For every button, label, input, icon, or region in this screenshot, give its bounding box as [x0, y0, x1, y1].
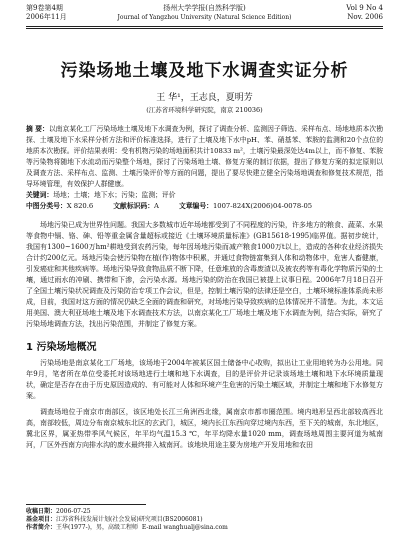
footnote-received	[26, 508, 383, 516]
paper-affiliation: (江苏省环境科学研究院，南京 210036)	[146, 106, 263, 114]
keywords	[26, 190, 383, 201]
intro-paragraph: 场地污染已成为世界性问题。我国大多数城市近年场地都受到了不同程度的污染，许多地方的粮食、蔬菜、水果等食物中镉、铬、砷、铅等重金属含量超标或接近《土壤环境质量标准》(GB15618-1995)临界值。据初步统计，我国有1300~1600万hm²耕地受到农药污染，每年因场地污染而减产粮食1000万t以上，造成的各种农业经济损失合计约200亿元。场地污染会使污染物在植(作)物体中积累，并通过食物链富集到人体和动物体中，危害人畜健康，引发癌症和其他疾病等。场地污染导致食物品质不断下降，任意堆放的含毒废渣以及被农药等有毒化学物质污染的土壤，通过雨水的冲刷、携带和下渗，会污染水源。场地污染的防治在我国已被提上议事日程。2006年7月18日召开了全国土壤污染状况调查及污染防治专项工作会议，但是，控制土壤污染的法律还是空白，土壤环境标准体系尚未形成，目前，我国对这方面的情况仍缺乏全面的调查和研究，对场地污染导致疾病的总体情况并不清楚。为此，本文运用美国、澳大利亚场地土壤及地下水调查技术方法，以南京某化工厂场地土壤及地下水调查为例，结合实际，研究了污染场地调查方法，找出污染范围，并制定了修复方案。	[26, 221, 383, 328]
footnote	[26, 504, 383, 532]
received-date: 2006-07-25	[56, 508, 91, 515]
clc-value: X 820.6	[66, 202, 94, 210]
author-email: E-mail wanghualj@sina.com	[141, 524, 228, 531]
volume-issue: 第9卷第4期	[26, 4, 63, 12]
running-header	[26, 0, 383, 30]
doc-value: A	[154, 202, 159, 210]
clc	[26, 201, 93, 212]
abstract	[26, 124, 383, 190]
header-rule-thin	[26, 28, 383, 29]
issue-info-en	[346, 4, 383, 22]
issue-date-en: Nov. 2006	[347, 13, 383, 21]
id-value: 1007-824X(2006)04-0078-05	[212, 202, 313, 210]
journal-name-en: Journal of Yangzhou University (Natural Science Edition)	[117, 14, 292, 21]
section-paragraph: 调查场地位于南京市南部区，该区地处长江三角洲西北缘，属南京市都市圈范围。境内地形呈西北部较高西北高，南部较低，周边分布南京城东北区的玄武门，城区，境内长江东西向穿过境内东西，至下关的城南，东北地区，冀北区界，属亚热带季风气候区，年平均气温15.3 ℃，年平均降水量1020 mm，调查场地周围主要河道为城南河，厂区外西南方向排水沟的废水最终排入城南河。该地块用途主要为房地产开发用地和农田	[26, 408, 383, 449]
keywords-label: 关键词：	[26, 191, 54, 199]
journal-name-cn: 扬州大学学报(自然科学版)	[163, 4, 246, 12]
abstract-text: 以南京某化工厂污染场地土壤及地下水调查为例，探讨了调查分析、监测因子筛选、采样布点、场地地质本次勘探、土壤及地下水采样分析方法和评价标准选择，进行了土壤及地下水中pH、苯、硝基苯、苯胺的监测和20个点位的地质本次勘探。评价结果表明：受有机物污染的场地面积共计10833 m²，土壤污染最深处达4m以上，而不修复、苯胺等污染物将随地下水流动而污染整个场地，探讨了污染场地土壤、修复方案的制订依据，提出了修复方案的拟定原则以及调查方法、采样布点、监测、土壤污染评价等方面的问题，提出了要尽快建立健全污染场地调查和修复技术规范，指导环境管理，有效保护人群健康。	[26, 125, 384, 188]
journal-name	[26, 4, 383, 22]
doc-code	[113, 201, 159, 212]
section-paragraph: 污染场地是南京某化工厂场地，该场地于2004年被某区国土储备中心收购，拟出让工业用地转为办公用地。同年9月，笔者所在单位受委托对该场地进行土壤和地下水调查，目的是评价并记录该场地土壤和地下水环境质量现状，确定是否存在由于历史原因造成的、有可能对人体和环境产生危害的污染土壤区域，并制定土壤和地下水修复方案。	[26, 359, 383, 400]
fund-label: 基金项目：	[26, 516, 57, 523]
clc-label: 中图分类号：	[26, 202, 67, 210]
issue-date: 2006年11月	[26, 13, 67, 21]
section-heading: 1 污染场地概况	[26, 342, 97, 353]
doc-label: 文献标识码：	[113, 202, 155, 210]
footnote-author	[26, 524, 383, 532]
paper-title: 污染场地土壤及地下水调查实证分析	[60, 61, 349, 81]
author-label: 作者简介：	[26, 524, 57, 531]
footnote-fund	[26, 516, 383, 524]
author-text: 王华(1977-)，男，高级工程师	[56, 524, 138, 531]
classification-line	[26, 201, 383, 212]
received-label: 收稿日期：	[26, 508, 57, 515]
header-rule	[26, 26, 383, 27]
keywords-text: 场地；土壤；地下水；污染；监测；评价	[53, 191, 176, 199]
id-label: 文章编号：	[178, 202, 213, 210]
footnote-rule	[26, 504, 146, 505]
fund-text: 江苏省科技发展计划(社会发展)研究项目(BS2006081)	[56, 516, 203, 523]
abstract-label: 摘 要：	[26, 125, 49, 133]
article-id	[179, 201, 312, 212]
paper-authors: 王 华¹，王志良，夏明芳	[156, 93, 253, 103]
volume-issue-en: Vol 9 No 4	[346, 4, 383, 12]
